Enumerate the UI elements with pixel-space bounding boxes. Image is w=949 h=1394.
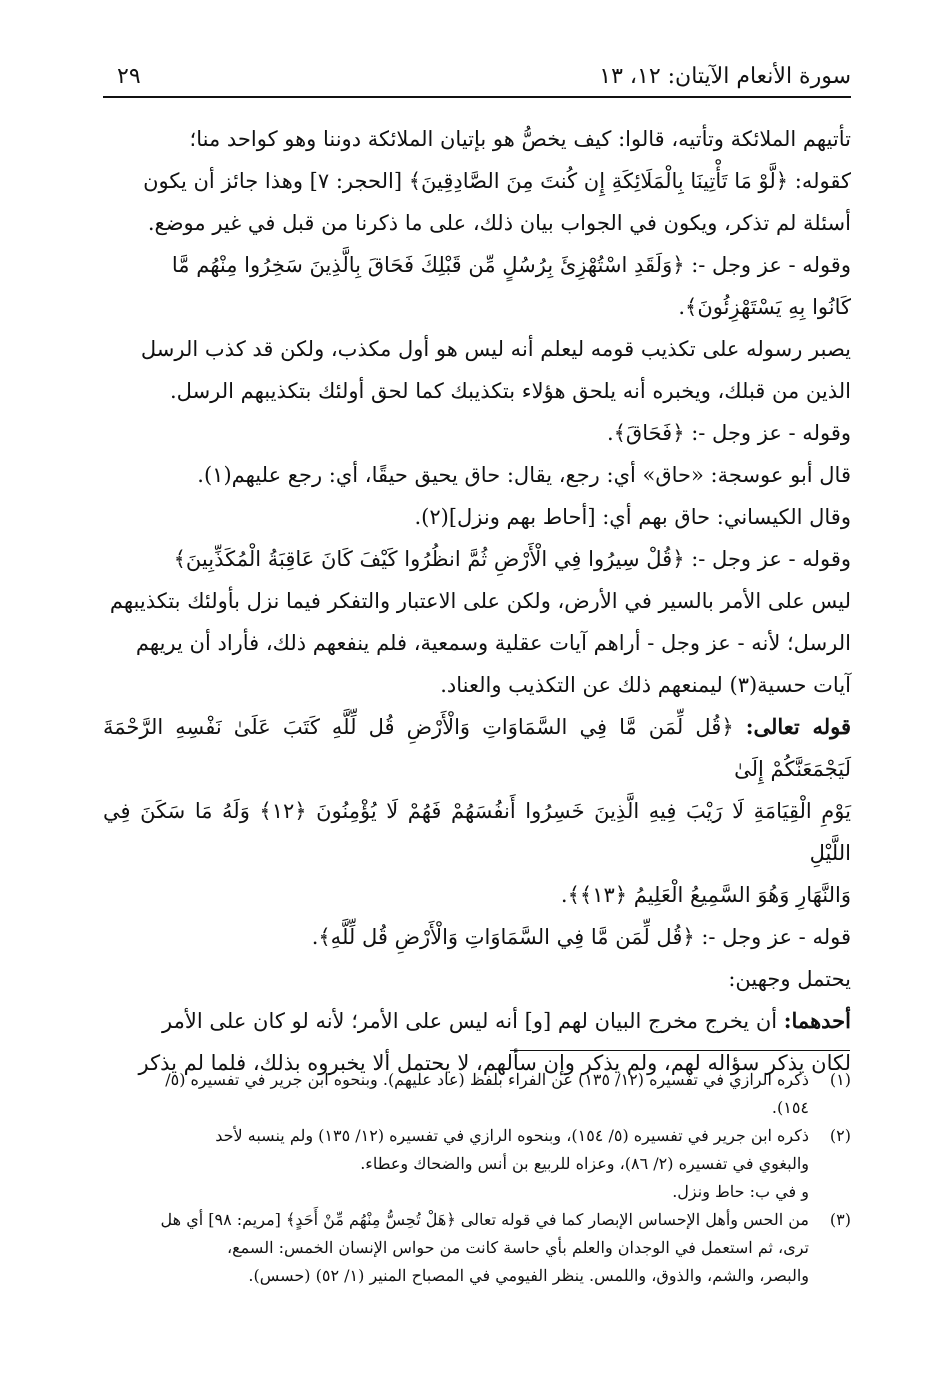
text-line: قال أبو عوسجة: «حاق» أي: رجع، يقال: حاق يحيق حيقًا، أي: رجع عليهم(١). xyxy=(197,463,851,487)
point-label: أحدهما: xyxy=(783,1008,851,1033)
verse-block xyxy=(103,706,851,916)
text-line: أسئلة لم تذكر، ويكون في الجواب بيان ذلك، على ما ذكرنا من قبل في غير موضع. xyxy=(147,211,851,235)
text-line: وقوله - عز وجل -: ﴿وَلَقَدِ اسْتُهْزِئَ بِرُسُلٍ مِّن قَبْلِكَ فَحَاقَ بِالَّذِينَ سَخِرُوا مِنْهُم مَّا xyxy=(171,253,851,277)
point-text: أن يخرج مخرج البيان لهم [و] أنه ليس على الأمر؛ لأنه لو كان على الأمر xyxy=(162,1009,778,1033)
text-line xyxy=(103,1000,851,1042)
footnote-line: من الحس وأهل الإحساس الإبصار كما في قوله تعالى ﴿هَلْ تُحِسُّ مِنْهُم مِّنْ أَحَدٍ﴾ [مريم: ٩٨] أي هل xyxy=(160,1210,809,1229)
verse-line xyxy=(103,706,851,790)
verse-line: يَوْمِ الْقِيَامَةِ لَا رَيْبَ فِيهِ الَّذِينَ خَسِرُوا أَنفُسَهُمْ فَهُمْ لَا يُؤْمِنُونَ ﴿١٢﴾ وَلَهُ مَا سَكَنَ فِي اللَّيْلِ xyxy=(103,799,851,865)
text-line: كَانُوا بِهِ يَسْتَهْزِئُونَ﴾. xyxy=(678,295,851,319)
footnote xyxy=(103,1206,851,1290)
main-text xyxy=(103,118,851,1084)
text-line: لكان يذكر سؤاله لهم، ولم يذكر وإن سألهم، لا يحتمل ألا يخبروه بذلك، فلما لم يذكر xyxy=(138,1051,851,1075)
text-line: الرسل؛ لأنه - عز وجل - أراهم آيات عقلية وسمعية، فلم ينفعهم ذلك، فأراد أن يريهم xyxy=(135,631,851,655)
footnote-line: ذكره الرازي في تفسيره (١٢/ ١٣٥) عن الفراء بلفظ (عاد عليهم). وبنحوه ابن جرير في تفسيره (٥/ xyxy=(165,1070,809,1089)
header-rule xyxy=(103,96,851,98)
text-line: قوله - عز وجل -: ﴿قُل لِّمَن مَّا فِي السَّمَاوَاتِ وَالْأَرْضِ قُل لِّلَّهِ﴾. xyxy=(311,925,851,949)
text-line: آيات حسية(٣) ليمنعهم ذلك عن التكذيب والعناد. xyxy=(440,673,851,697)
footnote-number: (٢) xyxy=(829,1126,851,1145)
text-line: وقوله - عز وجل -: ﴿فَحَاقَ﴾. xyxy=(606,421,851,445)
verse-text: ﴿قُل لِّمَن مَّا فِي السَّمَاوَاتِ وَالْأَرْضِ قُل لِّلَّهِ كَتَبَ عَلَىٰ نَفْسِهِ الرَّحْمَةَ لَيَجْمَعَنَّكُمْ إِلَىٰ xyxy=(103,715,851,781)
text-line: وقال الكيساني: حاق بهم أي: [أحاط بهم ونزل](٢). xyxy=(414,505,851,529)
text-line: تأتيهم الملائكة وتأتيه، قالوا: كيف يخصُّ هو بإتيان الملائكة دوننا وهو كواحد منا؛ xyxy=(189,127,851,151)
text-line: وقوله - عز وجل -: ﴿قُلْ سِيرُوا فِي الْأَرْضِ ثُمَّ انظُرُوا كَيْفَ كَانَ عَاقِبَةُ الْمُكَذِّبِينَ﴾ xyxy=(173,547,851,571)
footnote-line: والبصر، والشم، والذوق، واللمس. ينظر الفيومي في المصباح المنير (١/ ٥٢) (حسس). xyxy=(248,1266,809,1285)
footnote-line: و في ب: حاط ونزل. xyxy=(672,1182,809,1201)
footnote-line: ترى، ثم استعمل في الوجدان والعلم بأي حاسة كانت من حواس الإنسان الخمس: السمع، xyxy=(227,1238,809,1257)
footnote-line: ١٥٤). xyxy=(771,1098,809,1117)
footnotes xyxy=(103,1066,851,1290)
page-header xyxy=(103,58,851,98)
footnote-number: (١) xyxy=(829,1070,851,1089)
verse-label: قوله تعالى: xyxy=(745,714,851,739)
footnote-line: ذكره ابن جرير في تفسيره (٥/ ١٥٤)، وبنحوه الرازي في تفسيره (١٢/ ١٣٥) ولم ينسبه لأحد xyxy=(215,1126,809,1145)
text-line: الذين من قبلك، ويخبره أنه يلحق هؤلاء بتكذيبك كما لحق أولئك بتكذيبهم الرسل. xyxy=(169,379,851,403)
text-line: كقوله: ﴿لَّوْ مَا تَأْتِينَا بِالْمَلَائِكَةِ إِن كُنتَ مِنَ الصَّادِقِينَ﴾ [الحجر: ٧] وهذا جائز أن يكون xyxy=(143,169,851,193)
footnote-line: والبغوي في تفسيره (٢/ ٨٦)، وعزاه للربيع بن أنس والضحاك وعطاء. xyxy=(360,1154,809,1173)
footnote xyxy=(103,1066,851,1122)
page-number: ٢٩ xyxy=(117,64,141,89)
text-line: يحتمل وجهين: xyxy=(728,967,851,991)
footnotes-divider xyxy=(510,1050,850,1051)
text-line: ليس على الأمر بالسير في الأرض، ولكن على الاعتبار والتفكر فيما نزل بأولئك بتكذيبهم xyxy=(109,589,851,613)
footnote xyxy=(103,1122,851,1206)
verse-line: وَالنَّهَارِ وَهُوَ السَّمِيعُ الْعَلِيمُ ﴿١٣﴾﴾. xyxy=(560,883,851,907)
text-line: يصبر رسوله على تكذيب قومه ليعلم أنه ليس هو أول مكذب، ولكن قد كذب الرسل xyxy=(140,337,851,361)
running-title: سورة الأنعام الآيتان: ١٢، ١٣ xyxy=(599,64,851,89)
footnote-number: (٣) xyxy=(829,1210,851,1229)
